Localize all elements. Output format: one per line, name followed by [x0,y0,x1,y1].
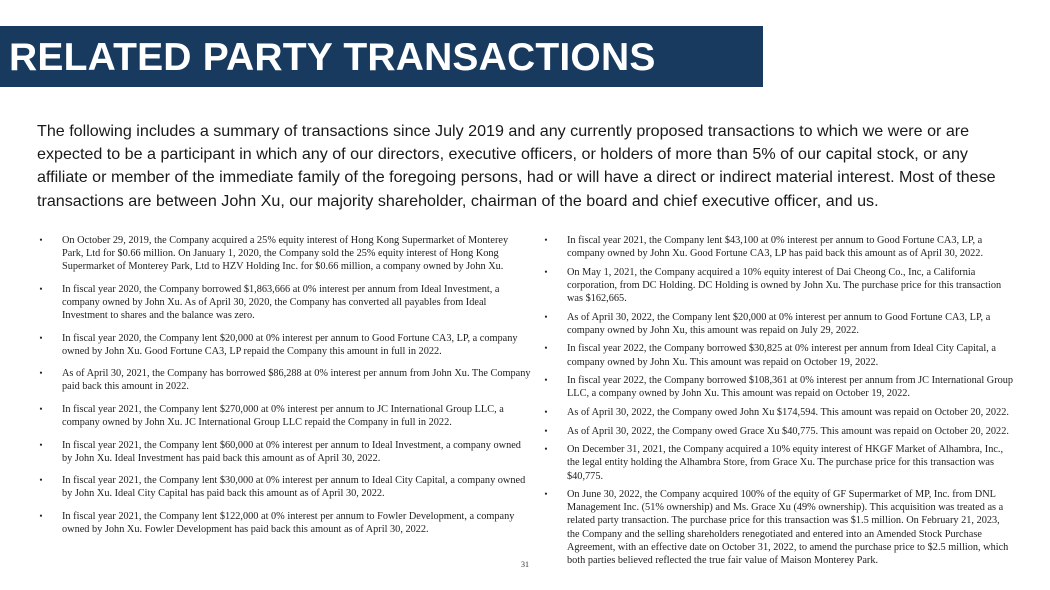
transaction-text: In fiscal year 2021, the Company lent $60,000 at 0% interest per annum to Ideal Investment, a company owned by John Xu. Ideal Investment has paid back this amount as of April 30, 2022. [62,439,521,464]
transaction-item [36,367,532,393]
transaction-text: On June 30, 2022, the Company acquired 100% of the equity of GF Supermarket of MP, Inc. from DNL Management Inc. (51% ownership) and Ms. Grace Xu (49% ownership). This acquisition was treated as a related party transaction. The purchase price for this transaction was $1.5 million. On February 21, 2023, the Company and the selling shareholders renegotiated and entered into an Amended Stock Purchase Agreement, with an effective date on October 31, 2022, to amend the purchase price to $2.5 million, which both parties believed reflected the true fair value of Maison Monterey Park. [567,489,1009,566]
transaction-text: On October 29, 2019, the Company acquired a 25% equity interest of Hong Kong Supermarket of Monterey Park, Ltd for $0.66 million. On January 1, 2020, the Company sold the 25% equity interest of Hong Kong Supermarket of Monterey Park, Ltd to HZV Holding Inc. for $0.66 million, a company owned by John Xu. [62,235,509,273]
transaction-item [541,342,1014,368]
left-transaction-list [36,234,532,546]
transaction-item [36,403,532,429]
bullet-icon: • [544,425,548,436]
bullet-icon: • [544,343,548,354]
transaction-item [36,283,532,322]
bullet-icon: • [39,475,43,486]
page-number: 31 [521,560,529,569]
transaction-item [541,425,1014,438]
transaction-item [541,443,1014,482]
transaction-text: On December 31, 2021, the Company acquired a 10% equity interest of HKGF Market of Alhambra, Inc., the legal entity holding the Alhambra Store, from Grace Xu. The purchase price for this transaction was $40,775. [567,444,1004,482]
bullet-icon: • [544,375,548,386]
transaction-item [36,332,532,358]
bullet-icon: • [544,311,548,322]
bullet-icon: • [544,489,548,500]
transaction-text: As of April 30, 2022, the Company owed Grace Xu $40,775. This amount was repaid on October 20, 2022. [567,425,1009,437]
transaction-text: As of April 30, 2022, the Company lent $20,000 at 0% interest per annum to Good Fortune CA3, LP, a company owned by John Xu, this amount was repaid on July 29, 2022. [567,311,991,336]
bullet-icon: • [39,403,43,414]
intro-paragraph: The following includes a summary of transactions since July 2019 and any currently proposed transactions to which we were or are expected to be a participant in which any of our directors, executive officers, or holders of more than 5% of our capital stock, or any affiliate or member of the immediate family of the foregoing persons, had or will have a direct or indirect material interest. Most of these transactions are between John Xu, our majority shareholder, chairman of the board and chief executive officer, and us. [37,122,996,210]
transaction-text: On May 1, 2021, the Company acquired a 10% equity interest of Dai Cheong Co., Inc, a California corporation, from DC Holding. DC Holding is owned by John Xu. The purchase price for this transaction was $162,665. [567,266,1002,304]
transaction-item [541,488,1014,567]
transaction-text: In fiscal year 2021, the Company lent $270,000 at 0% interest per annum to JC International Group LLC, a company owned by John Xu. JC International Group LLC repaid the Company in full in 2022. [62,403,504,429]
transaction-item [541,234,1014,260]
transaction-text: In fiscal year 2020, the Company lent $20,000 at 0% interest per annum to Good Fortune CA3, LP, a company owned by John Xu. Good Fortune CA3, LP repaid the Company this amount in full in 2022. [62,332,518,357]
transaction-item [36,439,532,465]
bullet-icon: • [39,368,43,379]
transaction-item [541,311,1014,337]
transaction-item [541,374,1014,400]
bullet-icon: • [39,332,43,343]
transaction-text: In fiscal year 2022, the Company borrowed $108,361 at 0% interest per annum from JC International Group LLC, a company owned by John Xu. This amount was repaid on October 19, 2022. [567,375,1014,400]
transaction-item [36,234,532,273]
transaction-text: In fiscal year 2021, the Company lent $122,000 at 0% interest per annum to Fowler Development, a company owned by John Xu. Fowler Development has paid back this amount as of April 30, 2022. [62,511,515,536]
bullet-icon: • [544,235,548,245]
right-transaction-list [541,234,1014,572]
bullet-icon: • [544,407,548,417]
transaction-item [36,510,532,536]
bullet-icon: • [544,266,548,277]
transaction-text: As of April 30, 2021, the Company has borrowed $86,288 at 0% interest per annum from John Xu. The Company paid back this amount in 2022. [62,368,531,393]
transaction-text: As of April 30, 2022, the Company owed John Xu $174,594. This amount was repaid on October 20, 2022. [567,407,1009,418]
bullet-icon: • [39,439,43,450]
transaction-text: In fiscal year 2020, the Company borrowed $1,863,666 at 0% interest per annum from Ideal Investment, a company owned by John Xu. As of April 30, 2020, the Company has converted all payables from Ideal Investment to shares and the balance was zero. [62,283,500,321]
transaction-text: In fiscal year 2021, the Company lent $43,100 at 0% interest per annum to Good Fortune CA3, LP, a company owned by John Xu. Good Fortune CA3, LP has paid back this amount as of April 30, 2022. [567,235,984,260]
transaction-text: In fiscal year 2021, the Company lent $30,000 at 0% interest per annum to Ideal City Capital, a company owned by John Xu. Ideal City Capital has paid back this amount as of April 30, 2022. [62,475,526,500]
bullet-icon: • [39,235,43,245]
transaction-text: In fiscal year 2022, the Company borrowed $30,825 at 0% interest per annum from Ideal City Capital, a company owned by John Xu. This amount was repaid on October 19, 2022. [567,343,996,368]
transaction-item [36,474,532,500]
page-title: RELATED PARTY TRANSACTIONS [9,36,656,79]
bullet-icon: • [39,283,43,294]
transaction-item [541,406,1014,419]
title-banner [0,26,763,87]
transaction-item [541,266,1014,305]
bullet-icon: • [39,511,43,521]
bullet-icon: • [544,444,548,455]
